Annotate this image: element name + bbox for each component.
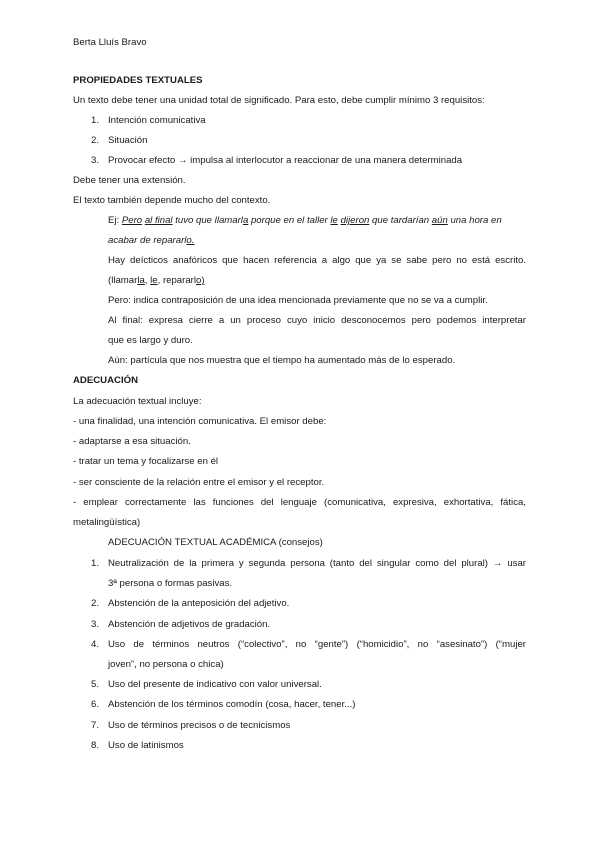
list-number: 2.: [91, 598, 100, 609]
tip-item: Abstención de adjetivos de gradación.: [108, 619, 271, 630]
heading-propiedades: PROPIEDADES TEXTUALES: [73, 75, 203, 86]
word-le: le: [150, 275, 158, 286]
example-text: tuvo que llamarl: [172, 215, 243, 226]
word-la: a: [242, 215, 249, 226]
adecuacion-item: - una finalidad, una intención comunicativa. El emisor debe:: [73, 416, 327, 427]
word-la: la: [137, 275, 145, 286]
deictic-note-line-2: [108, 274, 205, 288]
tip-item: Abstención de la anteposición del adjetivo.: [108, 598, 290, 609]
al-final-note-line-2: que es largo y duro.: [108, 335, 193, 346]
list-number: 1.: [91, 558, 100, 569]
list-number: 1.: [91, 115, 100, 126]
aun-note: Aún: partícula que nos muestra que el tiempo ha aumentado más de lo esperado.: [108, 355, 456, 366]
deictic-text: (llamar: [108, 275, 138, 286]
list-number: 7.: [91, 720, 100, 731]
tip-item: Abstención de los términos comodín (cosa, hacer, tener...): [108, 699, 356, 710]
list-item: Provocar efecto → impulsa al interlocutor a reaccionar de una manera determinada: [108, 155, 463, 166]
example-text: que tardarían: [369, 215, 432, 226]
tip-item: Uso del presente de indicativo con valor universal.: [108, 679, 322, 690]
list-number: 2.: [91, 135, 100, 146]
deictic-text: ,: [144, 275, 151, 286]
sub-heading-academica: ADECUACIÓN TEXTUAL ACADÉMICA (consejos): [108, 537, 323, 548]
tip-item-line-2: joven”, no persona o chica): [108, 659, 224, 670]
adecuacion-item-last-line-1: - emplear correctamente las funciones del lenguaje (comunicativa, expresiva, exhortativa, fática,: [73, 497, 526, 508]
word-pero: Pero: [121, 215, 143, 226]
adecuacion-intro: La adecuación textual incluye:: [73, 396, 202, 407]
adecuacion-item: - ser consciente de la relación entre el emisor y el receptor.: [73, 477, 325, 488]
example-line-1: [108, 214, 502, 228]
example-text: porque en el taller: [248, 215, 331, 226]
word-lo: o): [196, 275, 205, 286]
paragraph-extension: Debe tener una extensión.: [73, 175, 186, 186]
adecuacion-item-last-line-2: metalingüística): [73, 517, 141, 528]
al-final-note-line-1: Al final: expresa cierre a un proceso cuyo inicio desconocemos pero podemos interpretar: [108, 315, 526, 326]
heading-adecuacion: ADECUACIÓN: [73, 375, 139, 386]
author-name: Berta Lluís Bravo: [73, 37, 147, 48]
deictic-text: , repararl: [157, 275, 196, 286]
word-al-final: al final: [144, 215, 173, 226]
word-le: le: [330, 215, 338, 226]
list-number: 3.: [91, 155, 100, 166]
tip-item-line-2: 3ª persona o formas pasivas.: [108, 578, 233, 589]
list-number: 6.: [91, 699, 100, 710]
word-lo: o.: [186, 235, 195, 246]
adecuacion-item: - adaptarse a esa situación.: [73, 436, 191, 447]
word-aun: aún: [431, 215, 448, 226]
tip-item-line-1: Neutralización de la primera y segunda persona (tanto del singular como del plural) → usar: [108, 558, 526, 569]
tip-item-line-1: Uso de términos neutros (“colectivo”, no “gente”) (“homicidio”, no “asesinato”) (“mujer: [108, 639, 526, 650]
list-number: 3.: [91, 619, 100, 630]
example-prefix: Ej:: [108, 215, 122, 226]
example-line-2: [108, 234, 194, 248]
tip-item: Uso de latinismos: [108, 740, 184, 751]
list-item: Intención comunicativa: [108, 115, 206, 126]
example-text: acabar de repararl: [108, 235, 187, 246]
word-dijeron: dijeron: [340, 215, 370, 226]
list-number: 4.: [91, 639, 100, 650]
list-number: 5.: [91, 679, 100, 690]
tip-item: Uso de términos precisos o de tecnicismos: [108, 720, 291, 731]
list-item: Situación: [108, 135, 148, 146]
list-number: 8.: [91, 740, 100, 751]
intro-paragraph: Un texto debe tener una unidad total de significado. Para esto, debe cumplir mínimo 3 requisitos:: [73, 95, 485, 106]
paragraph-context: El texto también depende mucho del contexto.: [73, 195, 271, 206]
deictic-note-line-1: Hay deícticos anafóricos que hacen referencia a algo que ya se sabe pero no está escrito.: [108, 255, 526, 266]
pero-note: Pero: indica contraposición de una idea mencionada previamente que no se va a cumplir.: [108, 295, 488, 306]
example-text: una hora en: [447, 215, 502, 226]
adecuacion-item: - tratar un tema y focalizarse en él: [73, 456, 219, 467]
